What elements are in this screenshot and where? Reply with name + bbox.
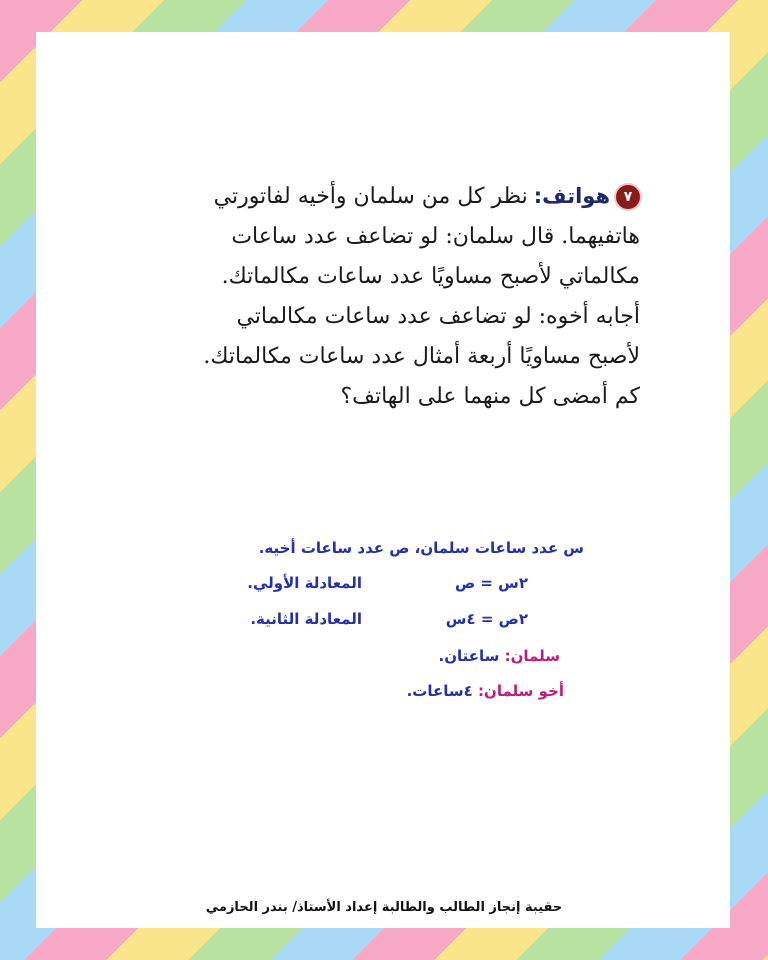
equation-2: ٢ص = ٤س — [445, 610, 528, 628]
problem-line-6: كم أمضى كل منهما على الهاتف؟ — [340, 384, 640, 409]
problem-line-2: هاتفيهما. قال سلمان: لو تضاعف عدد ساعات — [231, 224, 640, 249]
equation-1-label: المعادلة الأولي. — [247, 574, 362, 592]
solution-definition: س عدد ساعات سلمان، ص عدد ساعات أخيه. — [258, 539, 584, 557]
problem-line-1 — [140, 176, 640, 217]
answer-brother — [407, 682, 564, 700]
equation-1: ٢س = ص — [454, 574, 528, 592]
equation-2-label: المعادلة الثانية. — [250, 610, 362, 628]
problem-text — [140, 176, 640, 417]
answer-salman-label: سلمان: — [504, 647, 560, 665]
answer-salman — [439, 647, 561, 665]
worksheet-page — [36, 32, 730, 928]
answer-brother-label: أخو سلمان: — [478, 682, 564, 700]
answer-brother-value: ٤ساعات. — [406, 682, 473, 700]
footer-credit: حقيبة إنجاز الطالب والطالبة إعداد الأستاذ/ بندر الحازمي — [205, 900, 563, 915]
problem-number-badge: ٧ — [616, 185, 640, 209]
problem-line-5: لأصبح مساويًا أربعة أمثال عدد ساعات مكالماتك. — [203, 344, 640, 369]
answer-salman-value: ساعتان. — [438, 647, 500, 665]
problem-line-text-1: نظر كل من سلمان وأخيه لفاتورتي — [213, 184, 528, 209]
problem-line-3: مكالماتي لأصبح مساويًا عدد ساعات مكالماتك. — [221, 264, 640, 289]
problem-line-4: أجابه أخوه: لو تضاعف عدد ساعات مكالماتي — [236, 304, 640, 329]
problem-keyword: هواتف: — [533, 184, 610, 208]
